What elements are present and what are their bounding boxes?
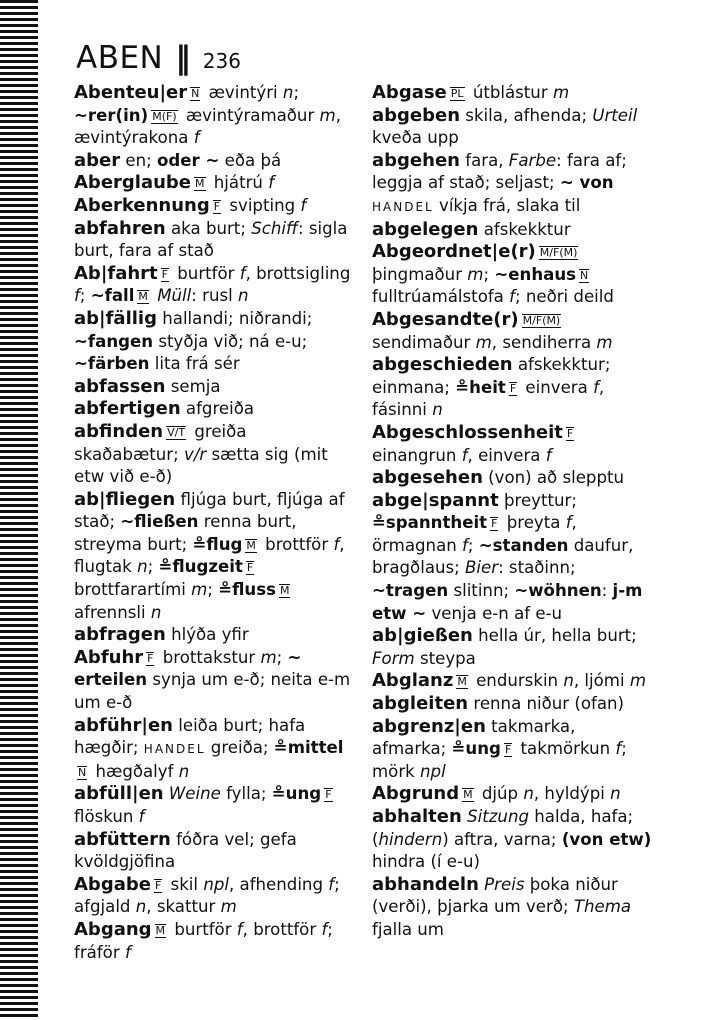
italic-gloss: Form bbox=[372, 648, 415, 668]
definition-text: kveða upp bbox=[372, 128, 459, 148]
gender-tag: M/F(M) bbox=[539, 246, 578, 260]
gender-tag: F bbox=[325, 788, 332, 802]
definition-text: útblástur bbox=[467, 83, 553, 102]
definition-text: ; bbox=[483, 264, 495, 284]
definition-text: ; fráför bbox=[74, 919, 333, 962]
headword: Abgang bbox=[74, 918, 152, 940]
dictionary-entry bbox=[74, 150, 356, 173]
sub-headword: ~ von bbox=[559, 173, 614, 193]
gender-tag: F bbox=[509, 381, 517, 395]
italic-gloss: Sitzung bbox=[461, 807, 529, 826]
dictionary-entry bbox=[372, 490, 654, 626]
definition-text: halda, hafa; ( bbox=[372, 807, 634, 849]
definition-text: djúp bbox=[476, 784, 524, 804]
dictionary-entry bbox=[372, 670, 654, 693]
italic-gloss: m bbox=[319, 105, 336, 125]
definition-text: aka burt; bbox=[165, 218, 252, 238]
dictionary-entry bbox=[74, 783, 356, 828]
headword: abgesehen bbox=[372, 467, 483, 489]
definition-text: hægðalyf bbox=[90, 761, 179, 781]
sub-headword: ~rer(in) bbox=[74, 105, 149, 125]
headword: abgeschieden bbox=[372, 354, 513, 376]
gender-tag: M bbox=[246, 538, 256, 552]
headword: Abgrund bbox=[372, 783, 460, 805]
italic-gloss: Weine bbox=[163, 784, 221, 804]
definition-text: fulltrúamálstofa bbox=[372, 287, 510, 307]
definition-text: , einvera bbox=[467, 445, 546, 465]
dictionary-entry bbox=[74, 647, 356, 715]
definition-text: ) aftra, varna; bbox=[442, 829, 562, 849]
definition-text: brottakstur bbox=[157, 647, 261, 667]
definition-text: daufur, bragðlaus; bbox=[372, 535, 634, 578]
gender-tag: M/F(M) bbox=[522, 313, 561, 327]
sub-headword: ≗flug bbox=[192, 534, 243, 554]
definition-text: víkja frá, slaka til bbox=[433, 195, 581, 215]
headword: Aberglaube bbox=[74, 172, 192, 194]
definition-text: synja um e-ð; neita e-m um e-ð bbox=[74, 670, 351, 713]
sub-headword: ~enhaus bbox=[494, 264, 577, 284]
sub-headword: oder ~ bbox=[157, 150, 220, 170]
definition-text: þoka niður (verði), þjarka um verð; bbox=[372, 874, 618, 917]
definition-text: einangrun bbox=[372, 445, 462, 465]
italic-gloss: m bbox=[191, 580, 208, 600]
headword: abgehen bbox=[372, 149, 460, 171]
italic-gloss: Thema bbox=[573, 897, 632, 917]
headword: ab|fällig bbox=[74, 307, 157, 329]
left-column bbox=[74, 82, 356, 964]
definition-text: sætta sig (mit etw við e-ð) bbox=[74, 444, 328, 487]
dictionary-entry bbox=[372, 716, 654, 784]
definition-text: fylla; bbox=[220, 784, 272, 804]
definition-text: : rusl bbox=[191, 286, 239, 306]
dictionary-entry bbox=[74, 421, 356, 489]
definition-text: venja e-n af e-u bbox=[426, 603, 563, 623]
italic-gloss: f bbox=[268, 173, 275, 193]
sub-headword: j-m etw ~ bbox=[372, 581, 643, 623]
definition-text: hindra (í e-u) bbox=[372, 852, 480, 872]
headword: abführ|en bbox=[74, 714, 173, 736]
definition-text: afskekktur bbox=[478, 219, 571, 239]
italic-gloss: n bbox=[282, 83, 294, 102]
definition-text: brottför bbox=[259, 534, 334, 554]
headword: abfahren bbox=[74, 217, 166, 239]
dictionary-entry bbox=[372, 783, 654, 806]
dictionary-entry bbox=[74, 624, 356, 647]
italic-gloss: Müll bbox=[151, 286, 192, 306]
italic-gloss: n bbox=[178, 761, 190, 781]
headword: abfertigen bbox=[74, 398, 181, 420]
italic-gloss: npl bbox=[203, 874, 229, 894]
definition-text: semja bbox=[165, 376, 221, 396]
italic-gloss: f bbox=[193, 128, 200, 148]
definition-text: skila, afhenda; bbox=[460, 105, 593, 125]
dictionary-entry bbox=[74, 874, 356, 919]
gender-tag: F bbox=[491, 517, 498, 531]
headword: ab|fliegen bbox=[74, 488, 176, 510]
sub-headword: ~standen bbox=[478, 535, 569, 555]
sub-headword: ≗mittel bbox=[273, 738, 344, 758]
gender-tag: N bbox=[78, 765, 87, 779]
running-head-separator: ‖ bbox=[175, 40, 191, 76]
dictionary-entry bbox=[372, 625, 654, 670]
definition-text: , fásinni bbox=[372, 377, 605, 420]
gender-tag: F bbox=[504, 743, 512, 757]
definition-text: leiða burt; hafa hægðir; bbox=[74, 715, 306, 758]
gender-tag: M bbox=[155, 923, 166, 937]
italic-gloss: n bbox=[610, 784, 621, 804]
gender-tag: F bbox=[213, 199, 221, 213]
italic-gloss: f bbox=[138, 807, 145, 826]
definition-text: , brottsigling bbox=[245, 263, 351, 283]
definition-text: hlýða yfir bbox=[165, 625, 249, 645]
sub-headword: ≗spanntheit bbox=[372, 513, 488, 533]
definition-text: afgreiða bbox=[180, 399, 255, 419]
italic-gloss: m bbox=[220, 897, 237, 917]
italic-gloss: n bbox=[137, 557, 148, 577]
dictionary-entry bbox=[372, 105, 654, 150]
dictionary-entry bbox=[74, 82, 356, 150]
definition-text: ævintýramaður bbox=[180, 105, 320, 125]
definition-text: , hyldýpi bbox=[533, 784, 611, 804]
italic-gloss: m bbox=[475, 332, 492, 352]
definition-text: greiða; bbox=[205, 738, 274, 758]
definition-text: en; bbox=[120, 150, 157, 170]
sub-headword: (von etw) bbox=[561, 829, 652, 849]
definition-text: takmörkun bbox=[515, 739, 616, 759]
headword: abfinden bbox=[74, 420, 164, 442]
dictionary-entry bbox=[372, 82, 654, 105]
headword: abgrenz|en bbox=[372, 715, 486, 737]
thumb-index-stripe bbox=[0, 0, 38, 1020]
italic-gloss: f bbox=[593, 377, 599, 397]
sub-headword: ~fließen bbox=[120, 512, 199, 532]
definition-text: ; afgjald bbox=[74, 874, 340, 917]
definition-text: (von) að slepptu bbox=[482, 468, 625, 488]
definition-text: ; mörk bbox=[372, 739, 627, 781]
headword: abhalten bbox=[372, 806, 462, 827]
gender-tag: M bbox=[279, 584, 290, 598]
gender-tag: F bbox=[161, 267, 168, 281]
definition-text: : staðinn; bbox=[498, 558, 576, 578]
italic-gloss: v/r bbox=[184, 444, 207, 464]
gender-tag: M bbox=[457, 675, 467, 689]
gender-tag: F bbox=[154, 878, 162, 892]
definition-text: , afhending bbox=[228, 874, 329, 894]
sub-headword: ~wöhnen bbox=[514, 581, 602, 601]
definition-text: fara, bbox=[459, 150, 509, 170]
italic-gloss: m bbox=[596, 332, 613, 352]
headword: Aberkennung bbox=[74, 194, 210, 216]
page-header bbox=[76, 40, 241, 84]
definition-text: renna niður (ofan) bbox=[468, 694, 625, 714]
definition-text: , sendiherra bbox=[491, 332, 597, 352]
dictionary-entry bbox=[74, 398, 356, 421]
definition-text: renna burt, streyma burt; bbox=[74, 512, 297, 554]
definition-text: brottfarartími bbox=[74, 580, 192, 600]
sub-headword: ~fall bbox=[90, 286, 135, 306]
definition-text: burtför bbox=[172, 263, 240, 283]
italic-gloss: Preis bbox=[478, 874, 525, 894]
gender-tag: F bbox=[246, 561, 254, 575]
definition-text: skil bbox=[165, 874, 204, 894]
gender-tag: M bbox=[463, 788, 473, 802]
gender-tag: N bbox=[580, 268, 589, 282]
italic-gloss: n bbox=[150, 602, 162, 622]
headword: abfüttern bbox=[74, 828, 171, 850]
dictionary-entry bbox=[372, 219, 654, 242]
definition-text: hjátrú bbox=[208, 173, 269, 193]
dictionary-entry bbox=[372, 354, 654, 422]
definition-text: ; neðri deild bbox=[514, 287, 614, 307]
headword: abgeben bbox=[372, 104, 461, 126]
definition-text: hella úr, hella burt; bbox=[472, 626, 637, 646]
definition-text: slitinn; bbox=[448, 581, 515, 601]
definition-text: burtför bbox=[169, 919, 237, 939]
definition-text: eða þá bbox=[219, 150, 282, 170]
sub-headword: ≗fluss bbox=[218, 580, 276, 600]
italic-gloss: f bbox=[124, 942, 131, 962]
italic-gloss: m bbox=[629, 671, 647, 691]
dictionary-entry bbox=[372, 467, 654, 490]
right-column bbox=[372, 82, 654, 942]
sub-headword: ≗flugzeit bbox=[158, 557, 243, 577]
gender-tag: F bbox=[566, 426, 574, 440]
dictionary-entry bbox=[74, 919, 356, 964]
headword: abfassen bbox=[74, 375, 166, 397]
italic-gloss: Schiff bbox=[251, 218, 298, 238]
sub-headword: ≗heit bbox=[455, 377, 506, 397]
dictionary-entry bbox=[372, 422, 654, 467]
definition-text: fóðra vel; gefa kvöldgjöfina bbox=[74, 829, 297, 872]
definition-text: ævintýri bbox=[203, 83, 283, 102]
headword: Abenteu|er bbox=[74, 82, 188, 103]
gender-tag: PL bbox=[450, 87, 464, 100]
definition-text: flöskun bbox=[74, 807, 139, 826]
definition-text: ; bbox=[293, 83, 300, 102]
definition-text: þingmaður bbox=[372, 264, 468, 284]
italic-gloss: f bbox=[461, 445, 468, 465]
italic-gloss: f bbox=[545, 445, 552, 465]
dictionary-entry bbox=[74, 172, 356, 195]
sub-headword: ~fangen bbox=[74, 331, 154, 351]
italic-gloss: n bbox=[523, 784, 534, 804]
definition-text: ; bbox=[79, 286, 91, 306]
headword: abge|spannt bbox=[372, 489, 499, 511]
headword: abhandeln bbox=[372, 873, 479, 895]
page-number: 236 bbox=[202, 49, 241, 73]
italic-gloss: f bbox=[321, 919, 328, 939]
definition-text: lita frá sér bbox=[149, 354, 240, 374]
dictionary-entry bbox=[74, 376, 356, 399]
gender-tag: V/T bbox=[167, 425, 186, 439]
headword: Abgesandte(r) bbox=[372, 308, 519, 330]
headword: Abgeschlossenheit bbox=[372, 421, 563, 443]
dictionary-entry bbox=[74, 263, 356, 308]
definition-text: sendimaður bbox=[372, 332, 476, 352]
definition-text: einvera bbox=[520, 377, 594, 397]
definition-text: : bbox=[601, 581, 613, 601]
sub-headword: ≗ung bbox=[271, 784, 322, 804]
italic-gloss: Urteil bbox=[592, 105, 638, 125]
headword: Abgabe bbox=[74, 873, 151, 895]
headword: Abgeordnet|e(r) bbox=[372, 241, 536, 263]
italic-gloss: f bbox=[565, 513, 572, 533]
gender-tag: N bbox=[191, 87, 200, 100]
gender-tag: M bbox=[195, 177, 205, 191]
dictionary-entry bbox=[74, 829, 356, 874]
italic-gloss: m bbox=[467, 264, 484, 284]
definition-text: , flugtak bbox=[74, 534, 345, 577]
italic-gloss: hindern bbox=[378, 829, 443, 849]
italic-gloss: n bbox=[563, 671, 574, 691]
italic-gloss: n bbox=[135, 897, 147, 917]
headword: abfüll|en bbox=[74, 783, 164, 805]
definition-text: þreyttur; bbox=[498, 490, 577, 510]
headword: Abgase bbox=[372, 82, 447, 103]
running-head-word: ABEN bbox=[76, 40, 164, 76]
dictionary-entry bbox=[74, 195, 356, 218]
gender-tag: F bbox=[147, 651, 154, 665]
definition-text: , ljómi bbox=[573, 671, 630, 691]
sub-headword: ~tragen bbox=[372, 581, 449, 601]
definition-text: afrennsli bbox=[74, 602, 151, 622]
definition-text: svipting bbox=[224, 195, 301, 215]
sub-headword: ~färben bbox=[74, 354, 150, 374]
definition-text: ; bbox=[467, 535, 479, 555]
definition-text: styðja við; ná e-u; bbox=[153, 331, 308, 351]
definition-text: , örmagnan bbox=[372, 513, 577, 555]
sub-headword: ~ erteilen bbox=[74, 647, 302, 690]
definition-text: fljúga burt, fljúga af stað; bbox=[74, 489, 345, 532]
dictionary-entry bbox=[74, 218, 356, 263]
dictionary-entry bbox=[372, 241, 654, 309]
italic-gloss: n bbox=[238, 286, 249, 306]
definition-text: : fara af; leggja af stað; seljast; bbox=[372, 150, 627, 193]
headword: aber bbox=[74, 149, 121, 171]
italic-gloss: f bbox=[239, 263, 246, 283]
italic-gloss: m bbox=[552, 83, 570, 102]
definition-text: ; bbox=[147, 557, 159, 577]
register-label: HANDEL bbox=[143, 742, 206, 757]
dictionary-entry bbox=[372, 309, 654, 354]
dictionary-entry bbox=[372, 150, 654, 219]
dictionary-entry bbox=[372, 874, 654, 942]
definition-text: takmarka, afmarka; bbox=[372, 716, 576, 759]
italic-gloss: f bbox=[74, 286, 80, 306]
italic-gloss: npl bbox=[420, 761, 446, 781]
definition-text: steypa bbox=[414, 648, 476, 668]
italic-gloss: f bbox=[328, 874, 335, 894]
definition-text: ; bbox=[276, 647, 288, 667]
italic-gloss: n bbox=[432, 400, 443, 420]
italic-gloss: f bbox=[462, 535, 468, 555]
gender-tag: M bbox=[138, 290, 148, 304]
italic-gloss: f bbox=[509, 287, 515, 307]
headword: abgelegen bbox=[372, 218, 479, 240]
headword: abgleiten bbox=[372, 693, 469, 715]
italic-gloss: f bbox=[333, 534, 340, 554]
dictionary-entry bbox=[74, 489, 356, 625]
headword: Ab|fahrt bbox=[74, 262, 158, 284]
definition-text: afskekktur; einmana; bbox=[372, 355, 611, 397]
italic-gloss: Farbe bbox=[508, 150, 557, 170]
italic-gloss: m bbox=[260, 647, 277, 667]
dictionary-entry bbox=[372, 693, 654, 716]
italic-gloss: f bbox=[236, 919, 243, 939]
definition-text: greiða skaðabætur; bbox=[74, 421, 247, 464]
headword: abfragen bbox=[74, 624, 166, 646]
headword: Abglanz bbox=[372, 670, 454, 692]
definition-text: , skattur bbox=[146, 897, 221, 917]
definition-text: endurskin bbox=[470, 671, 564, 691]
headword: ab|gießen bbox=[372, 625, 473, 647]
dictionary-entry bbox=[74, 715, 356, 784]
definition-text: , brottför bbox=[242, 919, 322, 939]
definition-text: þreyta bbox=[501, 513, 566, 533]
italic-gloss: Bier bbox=[465, 558, 499, 578]
italic-gloss: f bbox=[300, 195, 307, 215]
register-label: HANDEL bbox=[372, 199, 434, 214]
headword: Abfuhr bbox=[74, 646, 144, 668]
dictionary-entry bbox=[74, 308, 356, 376]
definition-text: : sigla burt, fara af stað bbox=[74, 218, 348, 261]
definition-text: , ævintýrakona bbox=[74, 105, 341, 148]
dictionary-entry bbox=[372, 806, 654, 874]
definition-text: fjalla um bbox=[372, 919, 444, 939]
definition-text: ; bbox=[207, 580, 219, 600]
sub-headword: ≗ung bbox=[451, 739, 501, 759]
definition-text: hallandi; niðrandi; bbox=[156, 308, 313, 328]
gender-tag: M(F) bbox=[152, 109, 177, 123]
italic-gloss: f bbox=[615, 739, 622, 759]
